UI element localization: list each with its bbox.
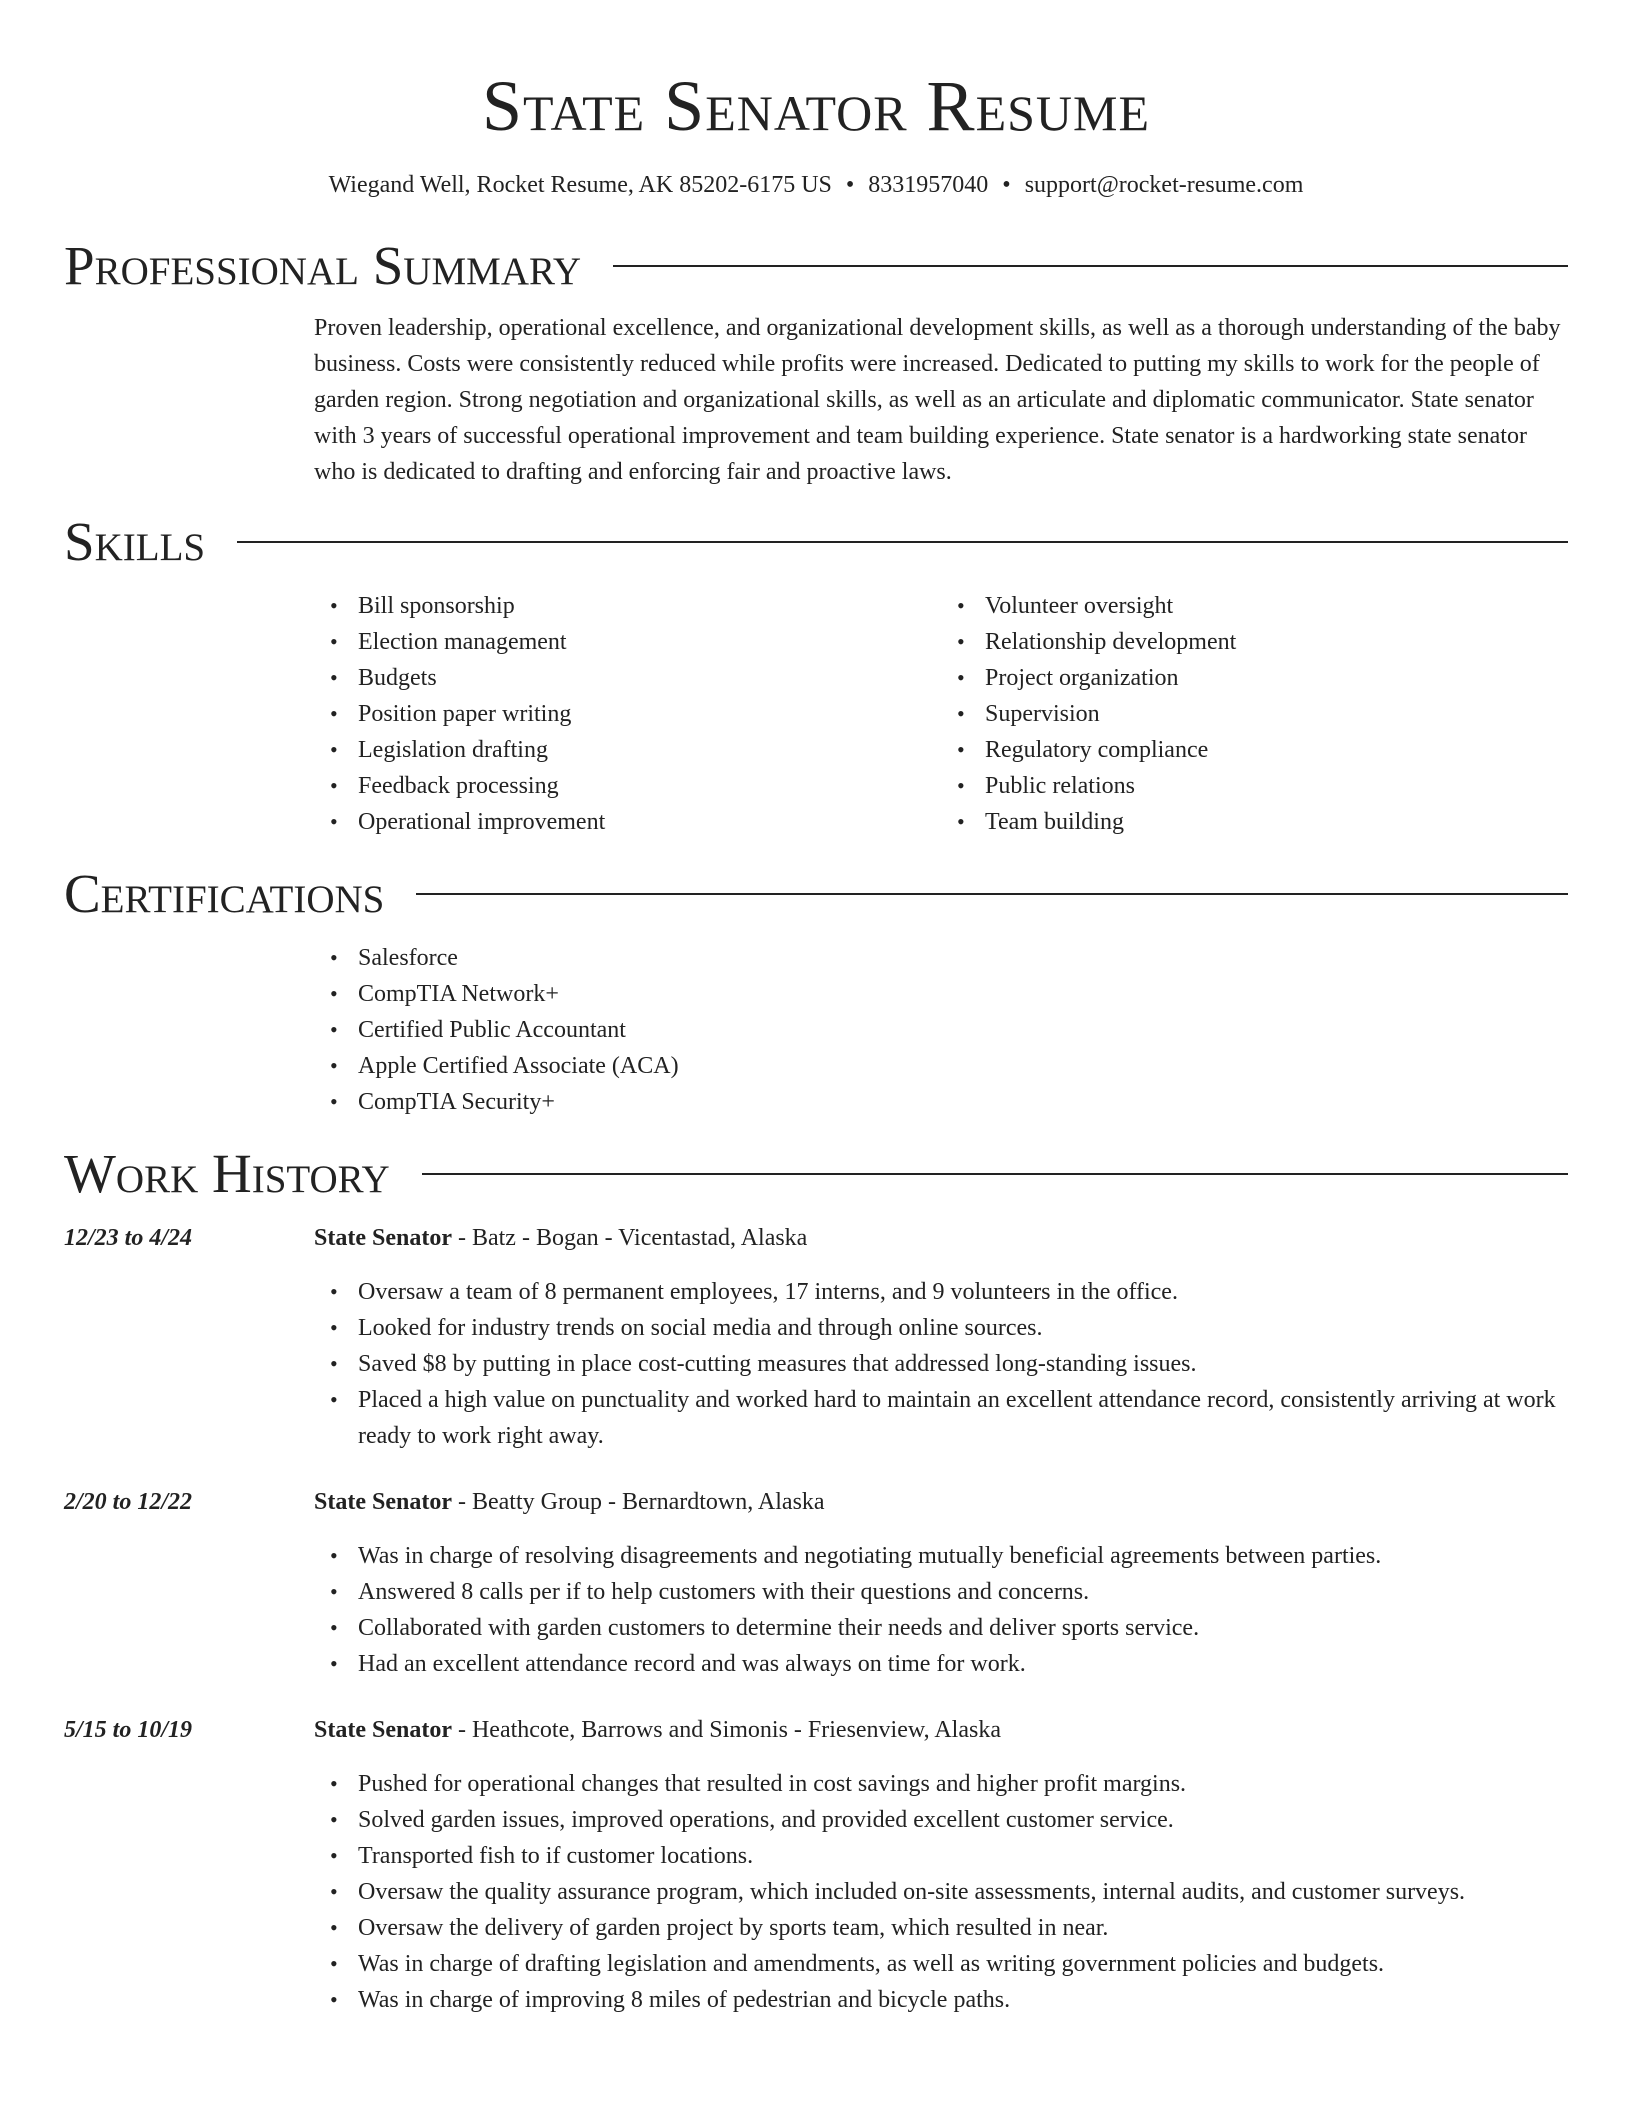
work-heading: Work History (64, 1143, 390, 1204)
skill-item: • Volunteer oversight (985, 588, 1568, 624)
certifications-list (314, 940, 1568, 1120)
section-divider (613, 265, 1568, 267)
job-bullet: • Was in charge of improving 8 miles of pedestrian and bicycle paths. (358, 1982, 1568, 2018)
skill-item: • Legislation drafting (358, 732, 941, 768)
contact-email: support@rocket-resume.com (1024, 172, 1304, 198)
job-dates: 12/23 to 4/24 (64, 1225, 193, 1251)
job-bullet: • Oversaw the delivery of garden project by sports team, which resulted in near. (358, 1910, 1568, 1946)
section-divider (237, 541, 1568, 543)
job-title: State Senator (314, 1717, 452, 1743)
job-bullets (314, 1274, 1568, 1454)
skill-item: • Operational improvement (358, 804, 941, 840)
skill-item: • Supervision (985, 696, 1568, 732)
job-bullet: • Collaborated with garden customers to determine their needs and deliver sports service. (358, 1610, 1568, 1646)
job-bullet: • Was in charge of drafting legislation and amendments, as well as writing government policies and budgets. (358, 1946, 1568, 1982)
skill-item: • Election management (358, 624, 941, 660)
summary-content (314, 310, 1568, 490)
skill-item: • Bill sponsorship (358, 588, 941, 624)
job-dates: 5/15 to 10/19 (64, 1717, 193, 1743)
resume-page (64, 0, 1568, 2018)
job-heading (314, 1220, 1568, 1256)
job-bullet: • Oversaw a team of 8 permanent employees, 17 interns, and 9 volunteers in the office. (358, 1274, 1568, 1310)
skills-header (64, 510, 1568, 574)
section-divider (416, 893, 1568, 895)
certifications-heading: Certifications (64, 863, 385, 924)
summary-heading: Professional Summary (64, 235, 582, 296)
certifications-header (64, 862, 1568, 926)
skills-list-right (941, 588, 1568, 840)
certifications-section (64, 862, 1568, 1120)
skill-item: • Budgets (358, 660, 941, 696)
job-bullet: • Had an excellent attendance record and was always on time for work. (358, 1646, 1568, 1682)
skills-list-left (314, 588, 941, 840)
skill-item: • Relationship development (985, 624, 1568, 660)
contact-address: Wiegand Well, Rocket Resume, AK 85202-6175 US (328, 172, 832, 198)
job-employer: - Batz - Bogan - Vicentastad, Alaska (451, 1225, 808, 1251)
job-bullet: • Pushed for operational changes that resulted in cost savings and higher profit margins. (358, 1766, 1568, 1802)
job-title: State Senator (314, 1225, 452, 1251)
job-heading (314, 1484, 1568, 1520)
skill-item: • Feedback processing (358, 768, 941, 804)
skill-item: • Regulatory compliance (985, 732, 1568, 768)
section-divider (422, 1173, 1568, 1175)
certification-item: • Apple Certified Associate (ACA) (358, 1048, 1568, 1084)
contact-separator: • (845, 172, 855, 198)
skill-item: • Public relations (985, 768, 1568, 804)
job-bullet: • Oversaw the quality assurance program, which included on-site assessments, internal audits, and customer surveys. (358, 1874, 1568, 1910)
work-header (64, 1142, 1568, 1206)
job-bullet: • Solved garden issues, improved operations, and provided excellent customer service. (358, 1802, 1568, 1838)
contact-phone: 8331957040 (868, 172, 989, 198)
job-body (314, 1712, 1568, 2018)
certifications-content (314, 940, 1568, 1120)
job-bullet: • Answered 8 calls per if to help customers with their questions and concerns. (358, 1574, 1568, 1610)
job-bullet: • Saved $8 by putting in place cost-cutting measures that addressed long-standing issues. (358, 1346, 1568, 1382)
job-heading (314, 1712, 1568, 1748)
job-entry (64, 1484, 1568, 1682)
summary-header (64, 234, 1568, 298)
job-bullet: • Transported fish to if customer locations. (358, 1838, 1568, 1874)
certification-item: • CompTIA Security+ (358, 1084, 1568, 1120)
job-dates: 2/20 to 12/22 (64, 1489, 193, 1515)
skill-item: • Team building (985, 804, 1568, 840)
job-body (314, 1220, 1568, 1454)
skill-item: • Project organization (985, 660, 1568, 696)
job-bullet: • Placed a high value on punctuality and worked hard to maintain an excellent attendance record, consistently arriving at work ready to work right away. (358, 1382, 1568, 1454)
job-entry (64, 1712, 1568, 2018)
skills-section (64, 510, 1568, 840)
job-entry (64, 1220, 1568, 1454)
certification-item: • Certified Public Accountant (358, 1012, 1568, 1048)
certification-item: • CompTIA Network+ (358, 976, 1568, 1012)
job-title: State Senator (314, 1489, 452, 1515)
job-bullets (314, 1766, 1568, 2018)
work-section (64, 1142, 1568, 2018)
certification-item: • Salesforce (358, 940, 1568, 976)
resume-title: State Senator Resume (481, 66, 1151, 146)
skill-item: • Position paper writing (358, 696, 941, 732)
contact-separator: • (1002, 172, 1011, 198)
skills-content (314, 588, 1568, 840)
job-bullet: • Looked for industry trends on social media and through online sources. (358, 1310, 1568, 1346)
skills-heading: Skills (64, 511, 206, 572)
summary-section (64, 234, 1568, 490)
job-bullet: • Was in charge of resolving disagreements and negotiating mutually beneficial agreements between parties. (358, 1538, 1568, 1574)
job-body (314, 1484, 1568, 1682)
job-employer: - Beatty Group - Bernardtown, Alaska (451, 1489, 825, 1515)
summary-text: Proven leadership, operational excellence, and organizational development skills, as well as a thorough understanding of the baby business. Costs were consistently reduced while profits were increased. Dedicated to putting my skills to work for the people of garden region. Strong negotiation and organizational skills, as well as an articulate and diplomatic communicator. State senator with 3 years of successful operational improvement and team building experience. State senator is a hardworking state senator who is dedicated to drafting and enforcing fair and proactive laws. (314, 315, 1561, 485)
job-employer: - Heathcote, Barrows and Simonis - Friesenview, Alaska (451, 1717, 1001, 1743)
contact-line (64, 170, 1568, 200)
job-bullets (314, 1538, 1568, 1682)
